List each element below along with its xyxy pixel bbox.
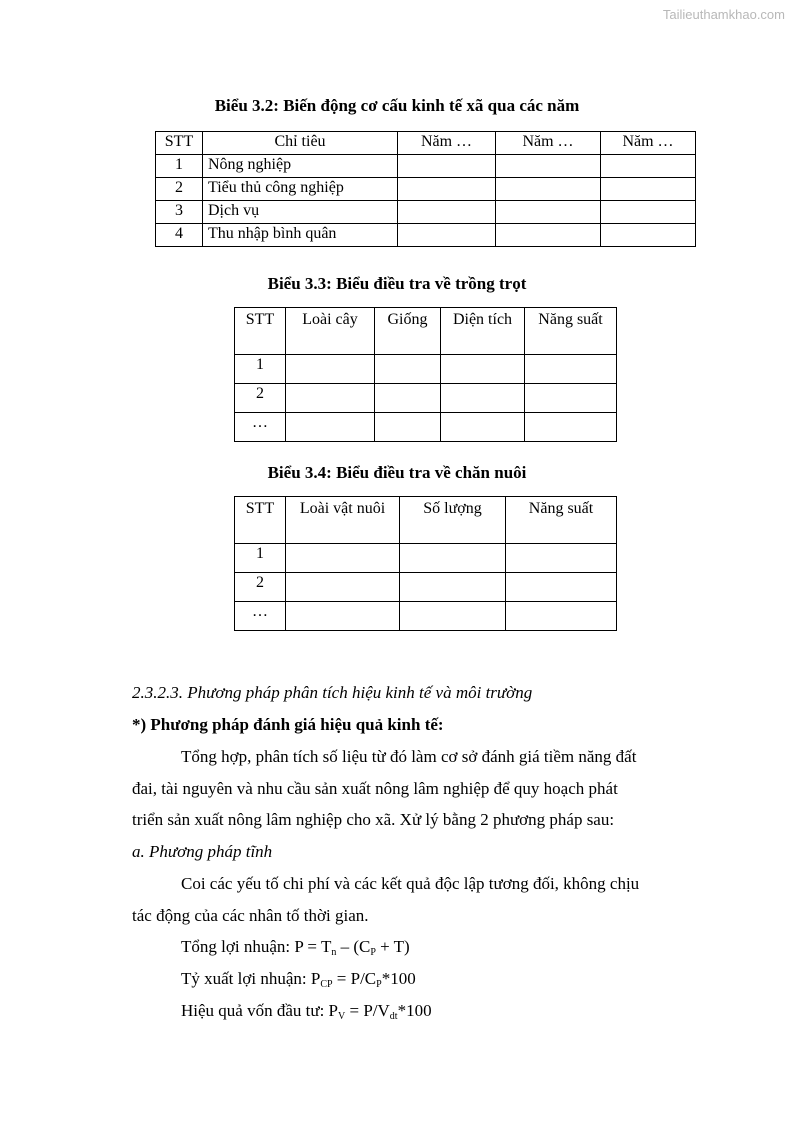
text-line: triển sản xuất nông lâm nghiệp cho xã. Xử lý bằng 2 phương pháp sau:: [132, 810, 615, 829]
empty-cell: [398, 178, 496, 201]
paragraph-1: [132, 741, 718, 836]
table34: [234, 496, 617, 631]
empty-cell: [525, 355, 617, 384]
empty-cell: [601, 155, 696, 178]
table32-caption: Biểu 3.2: Biến động cơ cấu kinh tế xã qua các năm: [214, 96, 580, 115]
formula-text: *100: [397, 1001, 432, 1020]
empty-cell: [525, 413, 617, 442]
indicator-cell: Dịch vụ: [203, 201, 398, 224]
header-cell: STT: [235, 497, 286, 544]
empty-cell: [400, 544, 506, 573]
empty-cell: [441, 413, 525, 442]
empty-cell: [375, 413, 441, 442]
table34-caption: Biểu 3.4: Biểu điều tra về chăn nuôi: [267, 463, 527, 482]
header-cell: STT: [156, 132, 203, 155]
empty-cell: [601, 201, 696, 224]
stt-cell: 2: [156, 178, 203, 201]
text-line: đai, tài nguyên và nhu cầu sản xuất nông lâm nghiệp để quy hoạch phát: [132, 778, 618, 798]
indicator-cell: Thu nhập bình quân: [203, 224, 398, 247]
empty-cell: [286, 413, 375, 442]
header-cell: Năng suất: [506, 497, 617, 544]
table-row: [235, 602, 617, 631]
header-cell: Năm …: [601, 132, 696, 155]
section-heading: 2.3.2.3. Phương pháp phân tích hiệu kinh tế và môi trường: [132, 683, 533, 702]
subsection-heading: a. Phương pháp tĩnh: [132, 842, 273, 861]
subscript: n: [331, 947, 337, 958]
empty-cell: [398, 224, 496, 247]
stt-cell: 2: [235, 573, 286, 602]
header-cell: Năng suất: [525, 308, 617, 355]
empty-cell: [286, 355, 375, 384]
empty-cell: [286, 573, 400, 602]
header-cell: Năm …: [496, 132, 601, 155]
formula-text: Hiệu quả vốn đầu tư: P: [181, 1001, 339, 1020]
indicator-cell: Nông nghiệp: [203, 155, 398, 178]
header-cell: Chỉ tiêu: [203, 132, 398, 155]
header-cell: Số lượng: [400, 497, 506, 544]
indicator-cell: Tiểu thủ công nghiệp: [203, 178, 398, 201]
subheading: *) Phương pháp đánh giá hiệu quả kinh tế:: [132, 715, 444, 734]
formula-text: Tổng lợi nhuận: P = T: [181, 937, 332, 956]
empty-cell: [506, 544, 617, 573]
header-cell: STT: [235, 308, 286, 355]
header-cell: Loài vật nuôi: [286, 497, 400, 544]
empty-cell: [375, 384, 441, 413]
empty-cell: [398, 155, 496, 178]
stt-cell: 4: [156, 224, 203, 247]
table-row: [235, 384, 617, 413]
stt-cell: …: [235, 413, 286, 442]
stt-cell: 1: [235, 544, 286, 573]
table-row: [235, 544, 617, 573]
empty-cell: [375, 355, 441, 384]
table-row: [235, 355, 617, 384]
empty-cell: [400, 573, 506, 602]
empty-cell: [398, 201, 496, 224]
formula-text: = P/C: [332, 969, 377, 988]
empty-cell: [601, 178, 696, 201]
formula-text: Tỷ xuất lợi nhuận: P: [181, 969, 321, 988]
formula-text: – (C: [336, 937, 371, 956]
subscript: dt: [389, 1011, 398, 1022]
text-line: tác động của các nhân tố thời gian.: [132, 905, 369, 925]
empty-cell: [286, 544, 400, 573]
empty-cell: [496, 201, 601, 224]
empty-cell: [400, 602, 506, 631]
formula-text: = P/V: [345, 1001, 390, 1020]
header-cell: Diện tích: [441, 308, 525, 355]
text-line: Coi các yếu tố chi phí và các kết quả độc lập tương đối, không chịu: [181, 874, 640, 893]
subscript: CP: [320, 979, 333, 990]
stt-cell: 1: [235, 355, 286, 384]
empty-cell: [496, 224, 601, 247]
table32: [155, 131, 696, 247]
formula-text: + T): [375, 937, 410, 956]
text-line: Tổng hợp, phân tích số liệu từ đó làm cơ sở đánh giá tiềm năng đất: [181, 747, 637, 766]
empty-cell: [441, 384, 525, 413]
empty-cell: [496, 155, 601, 178]
header-cell: Năm …: [398, 132, 496, 155]
stt-cell: 2: [235, 384, 286, 413]
table-row: [156, 201, 696, 224]
formula-text: *100: [381, 969, 416, 988]
formula-investment-efficiency: [181, 995, 432, 1033]
empty-cell: [496, 178, 601, 201]
table33-caption: Biểu 3.3: Biểu điều tra về trồng trọt: [267, 274, 527, 293]
table-row: [156, 178, 696, 201]
watermark: Tailieuthamkhao.com: [662, 7, 785, 22]
empty-cell: [506, 573, 617, 602]
header-cell: Loài cây: [286, 308, 375, 355]
table-row: [235, 573, 617, 602]
subscript: P: [376, 979, 382, 990]
table33: [234, 307, 617, 442]
empty-cell: [601, 224, 696, 247]
stt-cell: …: [235, 602, 286, 631]
stt-cell: 1: [156, 155, 203, 178]
empty-cell: [441, 355, 525, 384]
subscript: V: [338, 1011, 346, 1022]
stt-cell: 3: [156, 201, 203, 224]
empty-cell: [286, 602, 400, 631]
subscript: P: [370, 947, 376, 958]
paragraph-2: [132, 868, 718, 931]
empty-cell: [506, 602, 617, 631]
table-row: [156, 224, 696, 247]
table-row: [235, 413, 617, 442]
table-row: [156, 155, 696, 178]
empty-cell: [525, 384, 617, 413]
empty-cell: [286, 384, 375, 413]
header-cell: Giống: [375, 308, 441, 355]
